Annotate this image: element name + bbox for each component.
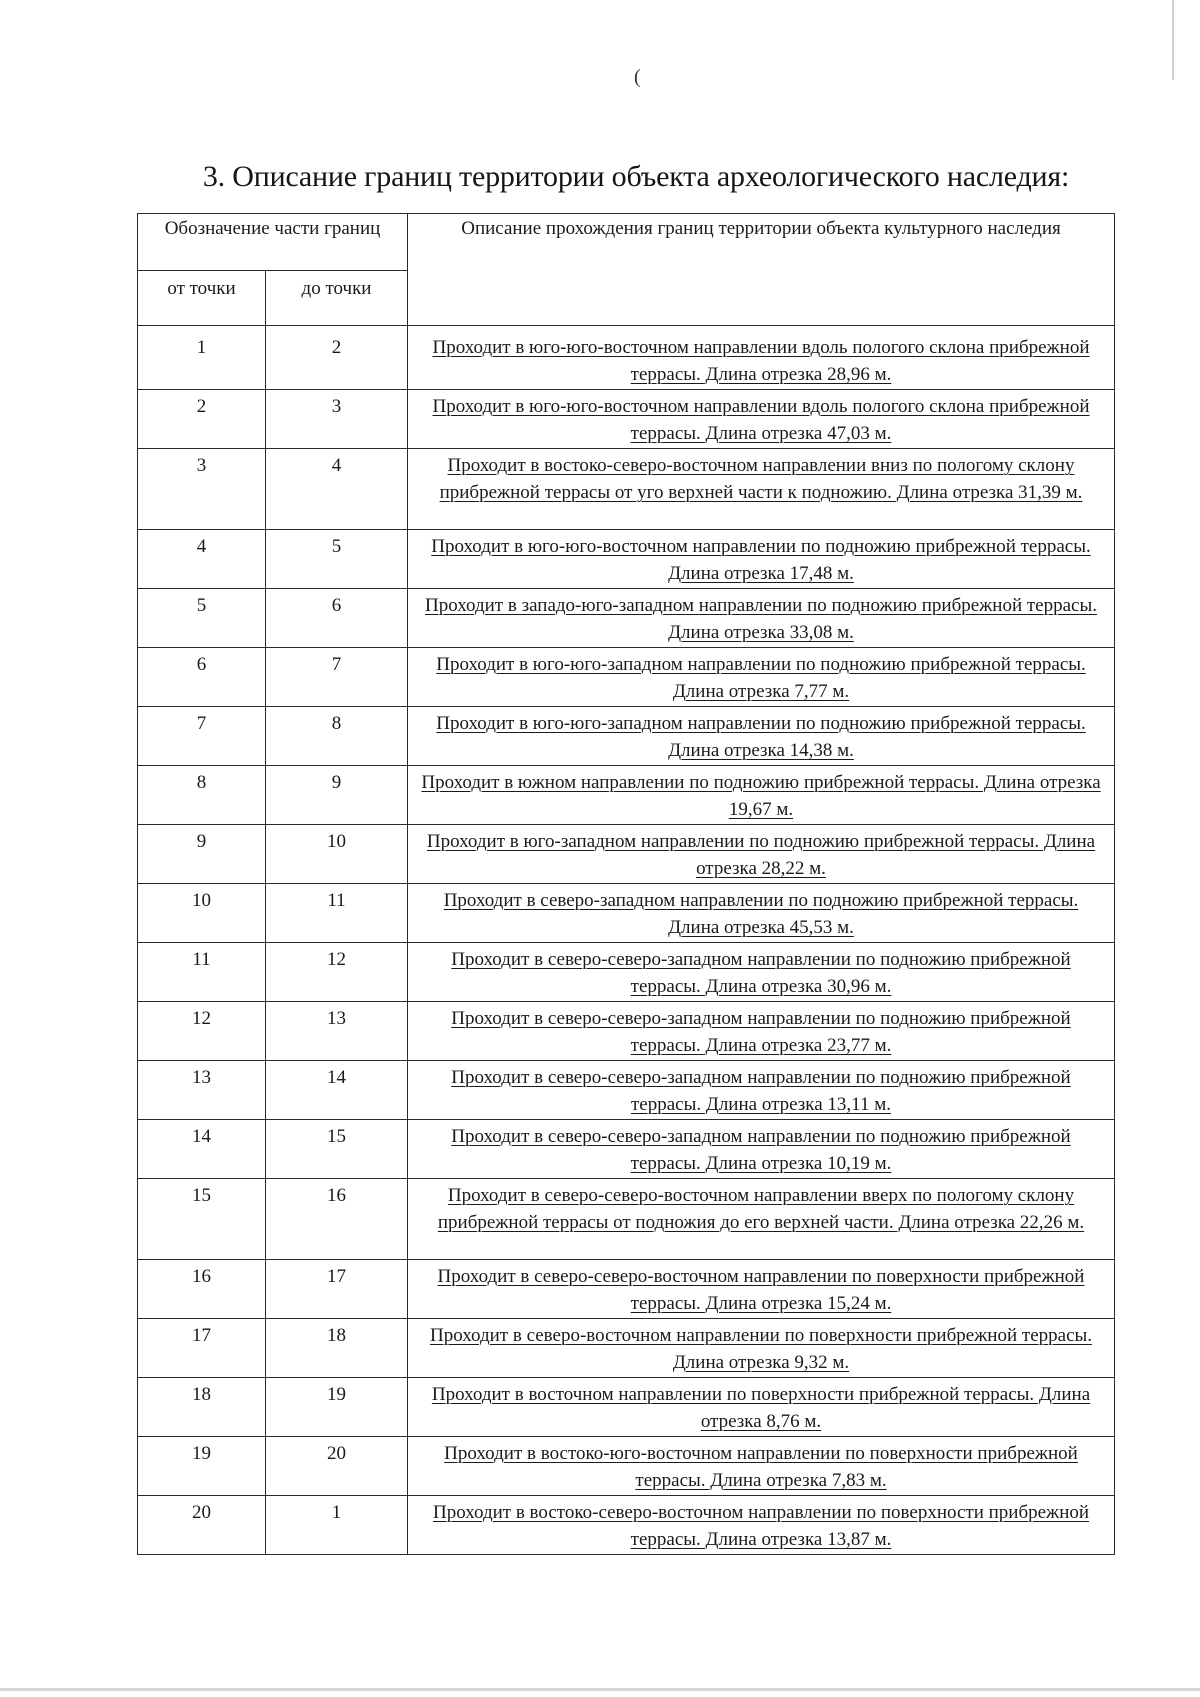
table-row [138, 1319, 1115, 1378]
cell-description [408, 1378, 1115, 1437]
cell-from-point: 14 [138, 1120, 266, 1179]
cell-from-point: 4 [138, 530, 266, 589]
table-row [138, 1120, 1115, 1179]
cell-to-point: 4 [266, 449, 408, 530]
scan-edge-line [1172, 0, 1174, 80]
description-text: Проходит в северо-северо-восточном направлении вверх по пологому склону прибрежной террасы от подножия до его верхней части. Длина отрезка 22,26 м. [437, 1185, 1085, 1233]
table-row [138, 390, 1115, 449]
cell-from-point: 11 [138, 943, 266, 1002]
cell-to-point: 5 [266, 530, 408, 589]
table-row [138, 825, 1115, 884]
cell-to-point: 1 [266, 1496, 408, 1555]
cell-to-point: 15 [266, 1120, 408, 1179]
cell-to-point: 19 [266, 1378, 408, 1437]
cell-description [408, 1061, 1115, 1120]
cell-description [408, 1319, 1115, 1378]
cell-description [408, 1120, 1115, 1179]
cell-from-point: 1 [138, 326, 266, 390]
cell-from-point: 13 [138, 1061, 266, 1120]
description-text: Проходит в юго-западном направлении по подножию прибрежной террасы. Длина отрезка 28,22 м. [426, 831, 1096, 879]
cell-to-point: 2 [266, 326, 408, 390]
cell-description [408, 326, 1115, 390]
cell-from-point: 3 [138, 449, 266, 530]
description-text: Проходит в северо-северо-западном направлении по подножию прибрежной террасы. Длина отрезка 10,19 м. [451, 1126, 1071, 1174]
cell-from-point: 9 [138, 825, 266, 884]
description-text: Проходит в востоко-северо-восточном направлении по поверхности прибрежной террасы. Длина отрезка 13,87 м. [432, 1502, 1090, 1550]
cell-from-point: 18 [138, 1378, 266, 1437]
cell-from-point: 20 [138, 1496, 266, 1555]
description-text: Проходит в северо-северо-западном направлении по подножию прибрежной террасы. Длина отрезка 30,96 м. [451, 949, 1071, 997]
scan-edge-line-bottom [0, 1688, 1200, 1691]
table-row [138, 884, 1115, 943]
cell-from-point: 15 [138, 1179, 266, 1260]
cell-from-point: 12 [138, 1002, 266, 1061]
cell-description [408, 943, 1115, 1002]
cell-from-point: 16 [138, 1260, 266, 1319]
description-text: Проходит в северо-северо-восточном направлении по поверхности прибрежной террасы. Длина отрезка 15,24 м. [437, 1266, 1085, 1314]
description-text: Проходит в юго-юго-западном направлении по подножию прибрежной террасы. Длина отрезка 14,38 м. [436, 713, 1086, 761]
table-row [138, 707, 1115, 766]
cell-from-point: 10 [138, 884, 266, 943]
cell-from-point: 2 [138, 390, 266, 449]
description-text: Проходит в северо-северо-западном направлении по подножию прибрежной террасы. Длина отрезка 13,11 м. [451, 1067, 1071, 1115]
table-row [138, 766, 1115, 825]
cell-from-point: 5 [138, 589, 266, 648]
table-body [138, 326, 1115, 1555]
table-row [138, 648, 1115, 707]
cell-description [408, 1002, 1115, 1061]
cell-description [408, 589, 1115, 648]
cell-to-point: 7 [266, 648, 408, 707]
table-row [138, 1179, 1115, 1260]
description-text: Проходит в юго-юго-восточном направлении вдоль пологого склона прибрежной террасы. Длина отрезка 28,96 м. [432, 337, 1090, 385]
cell-from-point: 17 [138, 1319, 266, 1378]
cell-to-point: 8 [266, 707, 408, 766]
description-text: Проходит в западо-юго-западном направлении по подножию прибрежной террасы. Длина отрезка 33,08 м. [425, 595, 1097, 643]
cell-to-point: 11 [266, 884, 408, 943]
table-row [138, 589, 1115, 648]
header-boundary-part: Обозначение части границ [138, 214, 408, 271]
table-row [138, 530, 1115, 589]
cell-to-point: 10 [266, 825, 408, 884]
cell-to-point: 16 [266, 1179, 408, 1260]
cell-description [408, 1260, 1115, 1319]
description-text: Проходит в северо-западном направлении по подножию прибрежной террасы. Длина отрезка 45,53 м. [443, 890, 1079, 938]
header-to-point: до точки [266, 271, 408, 326]
description-text: Проходит в юго-юго-западном направлении по подножию прибрежной террасы. Длина отрезка 7,77 м. [436, 654, 1086, 702]
table-row [138, 326, 1115, 390]
description-text: Проходит в южном направлении по подножию прибрежной террасы. Длина отрезка 19,67 м. [421, 772, 1101, 820]
header-row [138, 214, 1115, 271]
table-row [138, 1496, 1115, 1555]
cell-description [408, 449, 1115, 530]
cell-to-point: 3 [266, 390, 408, 449]
description-text: Проходит в востоко-юго-восточном направлении по поверхности прибрежной террасы. Длина отрезка 7,83 м. [444, 1443, 1078, 1491]
cell-description [408, 825, 1115, 884]
cell-description [408, 707, 1115, 766]
cell-to-point: 20 [266, 1437, 408, 1496]
cell-description [408, 1437, 1115, 1496]
cell-description [408, 530, 1115, 589]
page-mark: ( [634, 66, 641, 88]
cell-description [408, 648, 1115, 707]
cell-to-point: 6 [266, 589, 408, 648]
cell-to-point: 18 [266, 1319, 408, 1378]
cell-from-point: 8 [138, 766, 266, 825]
cell-from-point: 6 [138, 648, 266, 707]
description-text: Проходит в юго-юго-восточном направлении вдоль пологого склона прибрежной террасы. Длина отрезка 47,03 м. [432, 396, 1090, 444]
cell-description [408, 390, 1115, 449]
cell-description [408, 1496, 1115, 1555]
cell-to-point: 12 [266, 943, 408, 1002]
description-text: Проходит в востоко-северо-восточном направлении вниз по пологому склону прибрежной террасы от уго верхней части к подножию. Длина отрезка 31,39 м. [439, 455, 1083, 503]
cell-from-point: 7 [138, 707, 266, 766]
section-title: 3. Описание границ территории объекта археологического наследия: [202, 160, 1070, 193]
description-text: Проходит в юго-юго-восточном направлении по подножию прибрежной террасы. Длина отрезка 17,48 м. [431, 536, 1091, 584]
header-from-point: от точки [138, 271, 266, 326]
table-row [138, 449, 1115, 530]
cell-to-point: 9 [266, 766, 408, 825]
cell-to-point: 14 [266, 1061, 408, 1120]
cell-description [408, 766, 1115, 825]
table-row [138, 1002, 1115, 1061]
table-row [138, 1061, 1115, 1120]
boundary-table [137, 213, 1115, 1555]
table-row [138, 943, 1115, 1002]
table-row [138, 1260, 1115, 1319]
cell-description [408, 884, 1115, 943]
cell-to-point: 13 [266, 1002, 408, 1061]
header-description: Описание прохождения границ территории объекта культурного наследия [408, 214, 1115, 326]
cell-description [408, 1179, 1115, 1260]
table-row [138, 1437, 1115, 1496]
description-text: Проходит в северо-восточном направлении по поверхности прибрежной террасы. Длина отрезка 9,32 м. [429, 1325, 1093, 1373]
cell-from-point: 19 [138, 1437, 266, 1496]
description-text: Проходит в восточном направлении по поверхности прибрежной террасы. Длина отрезка 8,76 м. [431, 1384, 1091, 1432]
table-row [138, 1378, 1115, 1437]
cell-to-point: 17 [266, 1260, 408, 1319]
description-text: Проходит в северо-северо-западном направлении по подножию прибрежной террасы. Длина отрезка 23,77 м. [451, 1008, 1071, 1056]
